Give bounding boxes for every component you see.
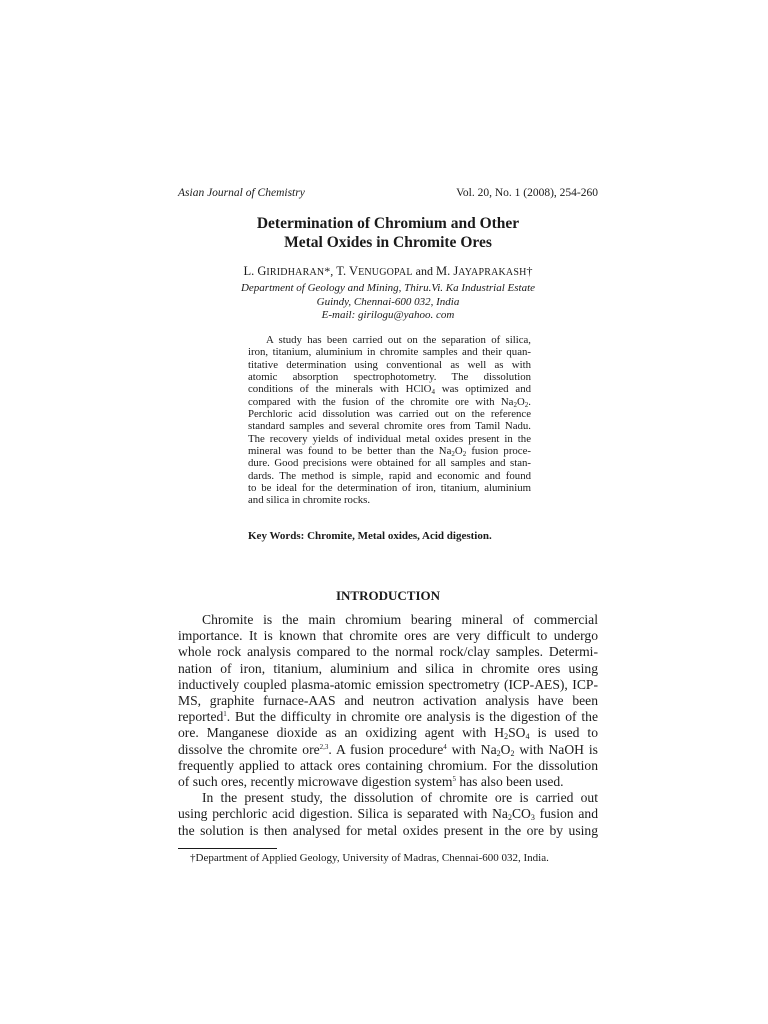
abstract-text: O [454, 445, 463, 458]
author-3-initial: M. J [435, 264, 459, 278]
body-line: nation of iron, titanium, aluminium and silica in chromite ores using [178, 660, 598, 676]
author-1-mark: *, [324, 264, 337, 278]
body-line: whole rock analysis compared to the normal rock/clay samples. Determi- [178, 644, 598, 660]
abstract-text: was optimized and [434, 383, 531, 396]
subscript: 2 [462, 450, 467, 459]
abstract-text: O [516, 395, 525, 408]
body-line: frequently applied to attack ores containing chromium. For the dissolution [178, 757, 598, 773]
running-header [178, 187, 598, 199]
abstract-line [248, 445, 531, 457]
subscript: 2 [451, 450, 455, 459]
abstract-text: . [528, 395, 531, 408]
body-line: In the present study, the dissolution of chromite ore is carried out [202, 790, 598, 806]
body-text: fusion and [534, 806, 598, 822]
abstract-text: fusion proce- [466, 445, 531, 458]
author-3-mark: † [526, 264, 533, 278]
abstract-text: conditions of the minerals with HClO [248, 383, 432, 396]
body-text: ore. Manganese dioxide as an oxidizing agent with H [178, 725, 505, 741]
abstract-line: iron, titanium, aluminium in chromite samples and their quan- [248, 346, 531, 359]
body-text: with Na [446, 741, 497, 757]
abstract-line [248, 383, 531, 395]
body-line: MS, graphite furnace-AAS and neutron activation analysis have been [178, 693, 598, 709]
subscript: 2 [510, 748, 515, 758]
abstract-line: A study has been carried out on the separation of silica, [266, 334, 531, 346]
abstract-line: to be ideal for the determination of iron, titanium, aluminium [248, 482, 531, 495]
abstract-line: dards. The method is simple, rapid and economic and found [248, 469, 531, 482]
body-line: importance. It is known that chromite ores are very difficult to undergo [178, 628, 598, 644]
subscript: 2 [496, 748, 501, 758]
citation-ref: 1 [223, 710, 227, 719]
body-line: inductively coupled plasma-atomic emission spectrometry (ICP-AES), ICP- [178, 676, 598, 692]
subscript: 2 [507, 813, 512, 823]
body-text: CO [511, 806, 531, 822]
abstract-line: titative determination using conventional as well as with [248, 358, 531, 371]
abstract-line: The recovery yields of individual metal oxides present in the [248, 432, 531, 445]
abstract-text: mineral was found to be better than the Na [248, 445, 452, 458]
introduction-body [178, 612, 598, 839]
volume-citation: Vol. 20, No. 1 (2008), 254-260 [456, 187, 598, 199]
journal-name: Asian Journal of Chemistry [178, 187, 305, 199]
body-text: O [500, 741, 511, 757]
body-line: the solution is then analysed for metal oxides present in the ore by using [178, 822, 598, 838]
body-text: is used to [529, 725, 598, 741]
body-line [178, 774, 598, 790]
body-text: of such ores, recently microwave digestion system [178, 774, 453, 790]
abstract-line [248, 396, 531, 408]
subscript: 2 [524, 400, 529, 409]
citation-ref: 5 [452, 775, 456, 784]
subscript: 2 [513, 400, 517, 409]
subscript: 2 [504, 732, 509, 742]
abstract-line: and silica in chromite rocks. [248, 494, 371, 507]
footnote-divider [178, 848, 277, 849]
body-text: using perchloric acid digestion. Silica is separated with Na [178, 806, 508, 822]
body-text: reported [178, 709, 224, 725]
body-line [178, 806, 598, 822]
abstract-text: compared with the fusion of the chromite ore with Na [248, 395, 514, 408]
affiliation-email: E-mail: girilogu@yahoo. com [321, 309, 455, 321]
body-text: . A fusion procedure [328, 741, 444, 757]
subscript: 4 [431, 388, 435, 397]
citation-ref: 4 [443, 742, 447, 751]
keywords: Key Words: Chromite, Metal oxides, Acid digestion. [248, 530, 492, 542]
body-text: dissolve the chromite ore [178, 741, 320, 757]
abstract [248, 334, 531, 507]
title-line-2: Metal Oxides in Chromite Ores [284, 234, 492, 251]
abstract-line: standard samples and several chromite ores from Tamil Nadu. [248, 420, 531, 433]
author-list [178, 264, 598, 279]
body-line: Chromite is the main chromium bearing mineral of commercial [202, 612, 598, 627]
body-text: with NaOH is [514, 741, 598, 757]
abstract-line: dure. Good precisions were obtained for all samples and stan- [248, 457, 531, 470]
author-2-initial: T. V [336, 264, 359, 278]
body-text: . But the difficulty in chromite ore analysis is the digestion of the [226, 709, 598, 725]
author-1-initial: L. G [243, 264, 267, 278]
citation-ref: 2,3 [319, 742, 329, 751]
affiliation-line-2: Guindy, Chennai-600 032, India [316, 295, 460, 308]
affiliation-line-1: Department of Geology and Mining, Thiru.Vi. Ka Industrial Estate [240, 282, 536, 294]
title-line-1: Determination of Chromium and Other [256, 215, 520, 232]
body-text: SO [508, 725, 526, 741]
abstract-line: atomic absorption spectrophotometry. The dissolution [248, 371, 531, 384]
author-separator: and [412, 264, 436, 278]
author-1-name: IRIDHARAN [266, 267, 325, 278]
body-line [178, 742, 598, 758]
section-heading-introduction: INTRODUCTION [335, 588, 440, 603]
abstract-line: Perchloric acid dissolution was carried out on the reference [248, 408, 531, 421]
subscript: 4 [525, 732, 530, 742]
subscript: 3 [530, 813, 535, 823]
author-3-name: AYAPRAKASH [458, 267, 527, 278]
paper-title [178, 214, 598, 252]
body-text: has also been used. [455, 774, 564, 790]
affiliation [178, 282, 598, 323]
author-2-name: ENUGOPAL [358, 267, 413, 278]
body-line [178, 725, 598, 741]
body-line [178, 709, 598, 725]
footnote: †Department of Applied Geology, University of Madras, Chennai-600 032, India. [190, 852, 549, 864]
